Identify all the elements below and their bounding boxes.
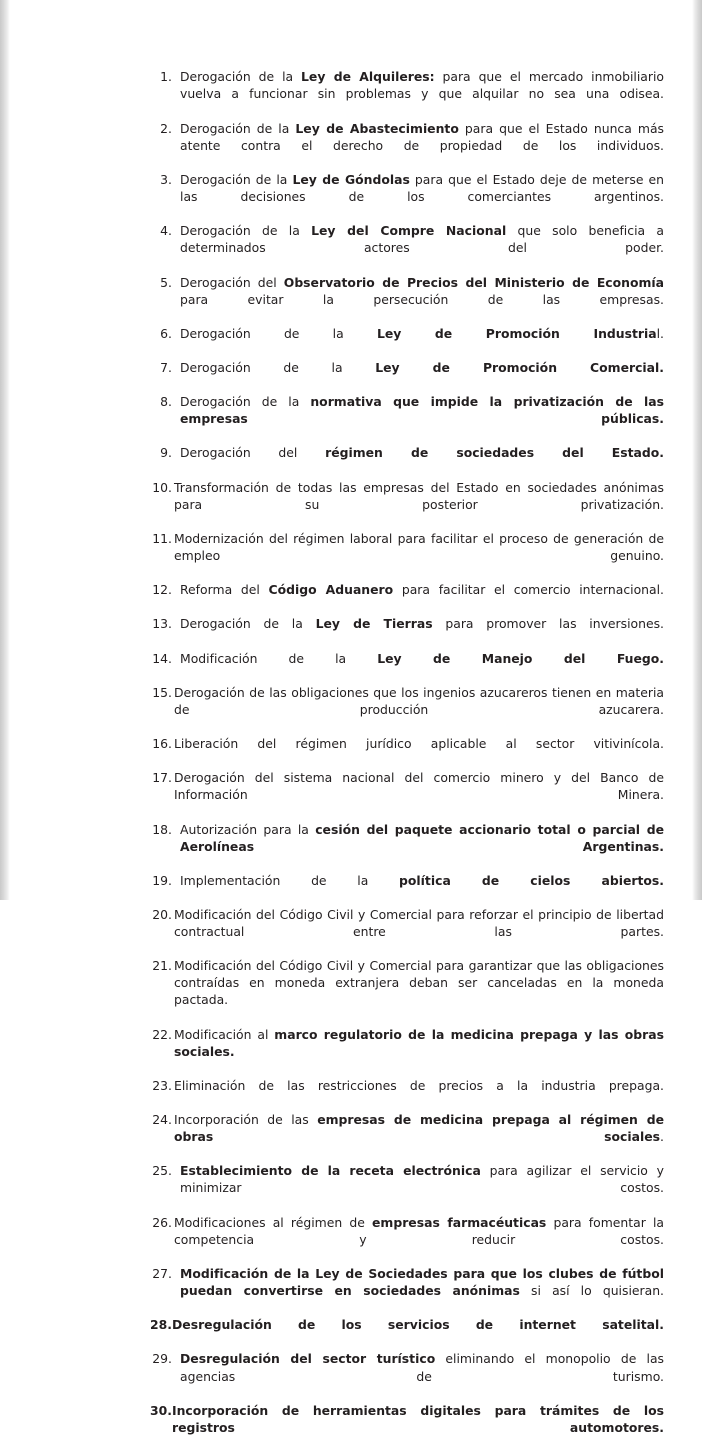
text-run: Autorización para la: [180, 821, 316, 837]
list-item-text: [180, 650, 664, 684]
list-item-number: 14.: [152, 650, 172, 666]
list-item-text: [174, 684, 664, 735]
list-item: [146, 1402, 664, 1453]
text-run: para que el mercado inmobiliario vuelva a funcionar sin problemas y que alquilar no sea una odisea.: [180, 69, 664, 102]
emphasis-run: Modificación de la Ley de Sociedades para que los clubes de fútbol puedan convertirse en sociedades anónimas: [180, 1265, 664, 1299]
list-item-number: 19.: [152, 872, 172, 888]
emphasis-run: Observatorio de Precios del Ministerio de Economía: [283, 274, 664, 290]
list-item-text: [174, 906, 664, 957]
list-item: [146, 359, 664, 393]
list-item-number: 20.: [152, 906, 172, 922]
list-item-number: 16.: [152, 736, 172, 752]
list-item-number: 7.: [160, 359, 172, 375]
list-item: [146, 615, 664, 649]
page-right-edge-shadow: [692, 0, 702, 900]
list-item-number: 17.: [152, 770, 172, 786]
emphasis-run: Ley de Góndolas: [292, 171, 410, 187]
list-item-text: [180, 581, 664, 615]
list-item: [146, 1077, 664, 1111]
text-run: para facilitar el comercio internacional.: [393, 582, 664, 598]
list-item: [146, 1316, 664, 1350]
list-item-text: [174, 479, 664, 530]
emphasis-run: Ley de Promoción Comercial.: [375, 359, 664, 375]
list-item: [146, 1350, 664, 1401]
list-item: [146, 1111, 664, 1162]
list-item-text: [180, 1350, 664, 1401]
list-item-text: [180, 821, 664, 872]
list-item: [146, 872, 664, 906]
text-run: para promover las inversiones.: [432, 616, 664, 632]
emphasis-run: Ley del Compre Nacional: [311, 223, 507, 239]
emphasis-run: Ley de Manejo del Fuego.: [377, 650, 664, 666]
list-item-number: 11.: [152, 530, 172, 546]
list-item-number: 1.: [160, 69, 172, 85]
list-item-number: 15.: [152, 684, 172, 700]
emphasis-run: Ley de Abastecimiento: [295, 120, 459, 136]
list-item: [146, 68, 664, 119]
list-item-number: 8.: [160, 394, 172, 410]
list-item-number: 22.: [152, 1026, 172, 1042]
list-item-number: 5.: [160, 274, 172, 290]
list-item: [146, 735, 664, 769]
list-item-number: 13.: [152, 616, 172, 632]
list-item-number: 24.: [152, 1112, 172, 1128]
text-run: Derogación de la: [180, 325, 377, 341]
page-left-edge-shadow: [0, 0, 10, 900]
reform-measures-list: [106, 68, 664, 1453]
text-run: Derogación del: [180, 445, 326, 461]
list-item-number: 25.: [152, 1163, 172, 1179]
emphasis-run: Ley de Alquileres:: [301, 69, 435, 85]
emphasis-run: régimen de sociedades del Estado.: [325, 445, 664, 461]
list-item: [146, 650, 664, 684]
text-run: para que el Estado deje de meterse en las decisiones de los comerciantes argentinos.: [180, 171, 664, 205]
text-run: l.: [656, 325, 664, 341]
list-item-number: 2.: [160, 120, 172, 136]
list-item: [146, 393, 664, 444]
list-item-text: [180, 359, 664, 393]
emphasis-run: Desregulación de los servicios de internet satelital.: [172, 1317, 664, 1333]
list-item: [146, 581, 664, 615]
emphasis-run: marco regulatorio de la medicina prepaga y las obras sociales.: [174, 1026, 664, 1059]
list-item-text: [174, 530, 664, 581]
list-item-number: 26.: [152, 1214, 172, 1230]
text-run: Derogación de la: [180, 223, 312, 239]
list-item-text: [180, 444, 664, 478]
list-item-number: 10.: [152, 479, 172, 495]
text-run: para que el Estado nunca más atente contra el derecho de propiedad de los individuos.: [180, 120, 664, 153]
list-item: [146, 769, 664, 820]
text-run: Modificaciones al régimen de: [174, 1214, 373, 1230]
text-run: .: [660, 1129, 664, 1145]
emphasis-run: cesión del paquete accionario total o parcial de Aerolíneas Argentinas.: [180, 821, 665, 854]
text-run: Derogación de la: [180, 120, 296, 136]
list-item-text: [180, 615, 664, 649]
text-run: Derogación de las obligaciones que los ingenios azucareros tienen en materia de producción azucarera.: [174, 684, 664, 717]
text-run: Reforma del: [180, 582, 269, 598]
text-run: Modificación del Código Civil y Comercial para garantizar que las obligaciones contraídas en moneda extranjera deban ser canceladas en la moneda pactada.: [174, 958, 664, 1008]
list-item-number: 18.: [152, 821, 172, 837]
list-item: [146, 325, 664, 359]
text-run: Derogación del: [180, 274, 284, 290]
list-item-text: [174, 1111, 664, 1162]
list-item-text: [174, 1026, 664, 1077]
text-run: Derogación del sistema nacional del comercio minero y del Banco de Información Minera.: [174, 770, 664, 803]
emphasis-run: Establecimiento de la receta electrónica: [180, 1163, 481, 1179]
emphasis-run: empresas farmacéuticas: [372, 1214, 547, 1230]
list-item-text: [174, 769, 664, 820]
list-item-number: 4.: [160, 223, 172, 239]
list-item-number: 23.: [152, 1077, 172, 1093]
list-item-text: [180, 393, 664, 444]
emphasis-run: Ley de Promoción Industria: [376, 325, 657, 341]
text-run: Modificación del Código Civil y Comercial para reforzar el principio de libertad contractual entre las partes.: [174, 906, 664, 940]
text-run: Derogación de la: [180, 359, 376, 375]
list-item: [146, 1026, 664, 1077]
list-item-number: 9.: [160, 445, 172, 461]
list-item-text: [180, 1162, 664, 1213]
text-run: Derogación de la: [180, 171, 293, 187]
list-item: [146, 821, 664, 872]
text-run: Derogación de la: [180, 616, 316, 632]
list-item-number: 21.: [152, 958, 172, 974]
text-run: Derogación de la: [180, 394, 311, 410]
text-run: si así lo quisieran.: [519, 1283, 664, 1299]
list-item: [146, 444, 664, 478]
list-item-text: [180, 222, 664, 273]
list-item: [146, 1214, 664, 1265]
list-item-text: [180, 274, 664, 325]
text-run: Implementación de la: [180, 872, 400, 888]
text-run: para fomentar la competencia y reducir costos.: [174, 1214, 664, 1247]
list-item: [146, 530, 664, 581]
emphasis-run: normativa que impide la privatización de las empresas públicas.: [180, 394, 664, 427]
text-run: Modificación al: [174, 1026, 275, 1042]
list-item: [146, 479, 664, 530]
list-item: [146, 120, 664, 171]
text-run: Eliminación de las restricciones de precios a la industria prepaga.: [174, 1077, 664, 1093]
list-item-number: 3.: [160, 171, 172, 187]
text-run: para agilizar el servicio y minimizar costos.: [180, 1163, 664, 1196]
list-item: [146, 906, 664, 957]
list-item: [146, 1265, 664, 1316]
list-item-text: [172, 1402, 664, 1453]
list-item-text: [172, 1316, 664, 1350]
list-item-text: [174, 1214, 664, 1265]
list-item-text: [180, 68, 664, 119]
list-item-text: [180, 1265, 664, 1316]
list-item-text: [180, 120, 664, 171]
text-run: Derogación de la: [180, 69, 302, 85]
text-run: Modificación de la: [180, 650, 378, 666]
list-item-text: [180, 325, 664, 359]
list-item-number: 30.: [150, 1402, 172, 1418]
text-run: para evitar la persecución de las empresas.: [180, 291, 664, 307]
text-run: eliminando el monopolio de las agencias de turismo.: [180, 1351, 664, 1384]
emphasis-run: Ley de Tierras: [315, 616, 433, 632]
list-item-text: [180, 872, 664, 906]
list-item-text: [174, 735, 664, 769]
list-item-text: [180, 171, 664, 222]
emphasis-run: Código Aduanero: [268, 582, 394, 598]
list-item: [146, 684, 664, 735]
list-item-number: 28.: [150, 1317, 172, 1333]
text-run: Liberación del régimen jurídico aplicable al sector vitivinícola.: [174, 736, 664, 752]
emphasis-run: Desregulación del sector turístico: [180, 1351, 436, 1367]
text-run: Modernización del régimen laboral para facilitar el proceso de generación de empleo genuino.: [174, 530, 664, 564]
list-item-number: 29.: [152, 1351, 172, 1367]
list-item-text: [174, 1077, 664, 1111]
list-item-number: 12.: [152, 582, 172, 598]
emphasis-run: Incorporación de herramientas digitales para trámites de los registros automotores.: [172, 1402, 664, 1435]
list-item: [146, 274, 664, 325]
list-item-number: 6.: [160, 325, 172, 341]
text-run: Incorporación de las: [174, 1112, 318, 1128]
text-run: Transformación de todas las empresas del Estado en sociedades anónimas para su posterior privatización.: [174, 479, 664, 512]
list-item-number: 27.: [152, 1265, 172, 1281]
list-item: [146, 957, 664, 1025]
text-run: que solo beneficia a determinados actores del poder.: [180, 223, 664, 256]
document-page: [10, 0, 692, 1435]
emphasis-run: empresas de medicina prepaga al régimen de obras sociales: [174, 1112, 664, 1145]
list-item: [146, 1162, 664, 1213]
emphasis-run: política de cielos abiertos.: [399, 872, 665, 888]
list-item: [146, 171, 664, 222]
list-item-text: [174, 957, 664, 1025]
list-item: [146, 222, 664, 273]
